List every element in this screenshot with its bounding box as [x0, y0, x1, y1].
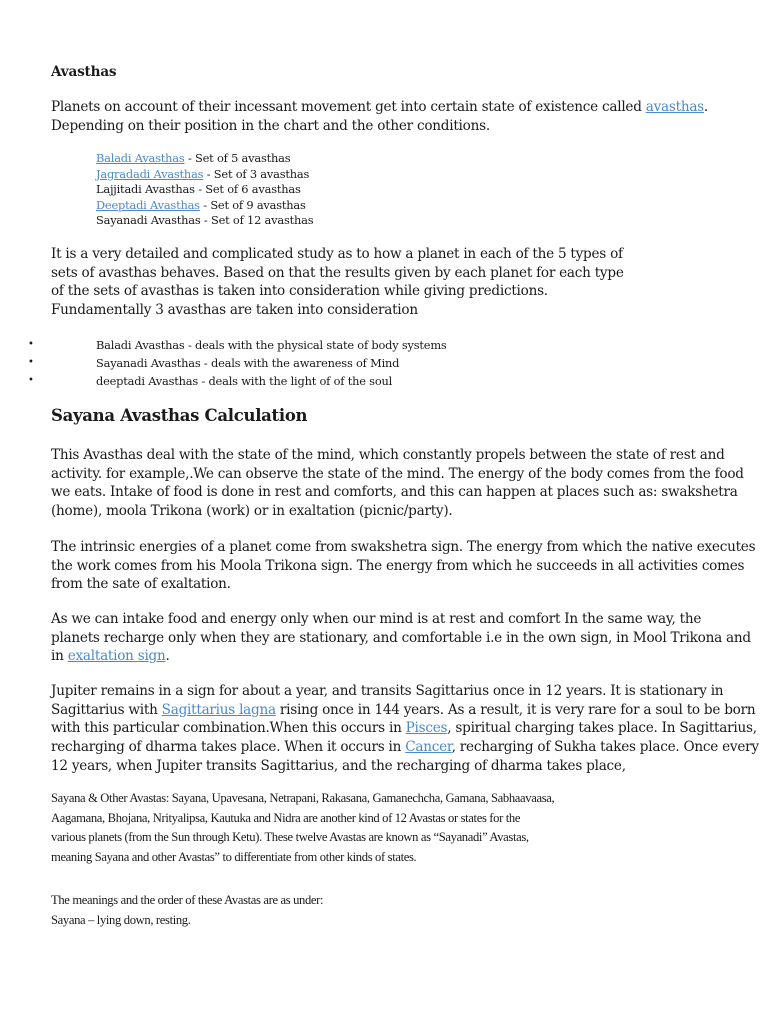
list-item: • Baladi Avasthas - deals with the physical state of body systems: [96, 336, 447, 354]
meanings-paragraph: The meanings and the order of these Avastas are as under: Sayana – lying down, resting.: [51, 893, 324, 927]
recharge-paragraph: As we can intake food and energy only when our mind is at rest and comfort In the same way, the planets recharge only when they are stationary, and comfortable i.e in the own sign, in Mool Trikona and in exaltation sign.: [51, 611, 751, 665]
cancer-link[interactable]: Cancer: [405, 739, 452, 756]
type-item-sayanadi: Sayanadi Avasthas - Set of 12 avasthas: [96, 213, 314, 227]
state-of-mind-paragraph: This Avasthas deal with the state of the mind, which constantly propels between the state of rest and activity. for example,.We can observe the state of the mind. The energy of the body comes from the food we eats. Intake of food is done in rest and comforts, and this can happen at places such as: swakshetra (home), moola Trikona (work) or in exaltation (picnic/party).: [51, 447, 744, 520]
avasthas-link[interactable]: avasthas: [645, 99, 704, 115]
jagradadi-avasthas-link[interactable]: Jagradadi Avasthas: [96, 166, 204, 181]
intro-line-2: Depending on their position in the chart and the other conditions.: [51, 117, 490, 134]
type-item-lajjitadi: Lajjitadi Avasthas - Set of 6 avasthas: [96, 182, 301, 196]
baladi-avasthas-link[interactable]: Baladi Avasthas: [96, 151, 185, 165]
deeptadi-avasthas-link[interactable]: Deeptadi Avasthas: [96, 197, 200, 212]
heading-sayana-avasthas: Sayana Avasthas Calculation: [51, 406, 308, 425]
sayana-other-avastas-paragraph: Sayana & Other Avastas: Sayana, Upavesana, Netrapani, Rakasana, Gamanechcha, Gamana, Sabhaavaasa, Aagamana, Bhojana, Nrityalipsa, Kautuka and Nidra are another kind of 12 Avastas or states for the various planets (from the Sun through Ketu). These twelve Avastas are known as “Sayanadi” Avastas, meaning Sayana and other Avastas” to differentiate from other kinds of states.: [51, 791, 555, 864]
intro-line-1: Planets on account of their incessant movement get into certain state of existence called avasthas.: [51, 99, 708, 115]
jupiter-paragraph: Jupiter remains in a sign for about a year, and transits Sagittarius once in 12 years. It is stationary in Sagittarius with Sagittarius lagna rising once in 144 years. As a result, it is very rare for a soul to be born with this particular combination.When this occurs in Pisces, spiritual charging takes place. In Sagittarius, recharging of dharma takes place. When it occurs in Cancer, recharging of Sukha takes place. Once every 12 years, when Jupiter transits Sagittarius, and the recharging of dharma takes place,: [51, 683, 759, 774]
fundamental-avasthas-list: [28, 336, 447, 391]
type-item-jagradadi: Jagradadi Avasthas - Set of 3 avasthas: [96, 166, 310, 181]
type-item-baladi: Baladi Avasthas - Set of 5 avasthas: [96, 151, 291, 165]
type-item-deeptadi: Deeptadi Avasthas - Set of 9 avasthas: [96, 197, 306, 212]
pisces-link[interactable]: Pisces: [405, 720, 448, 737]
list-item: • Sayanadi Avasthas - deals with the awareness of Mind: [96, 354, 447, 372]
intrinsic-energies-paragraph: The intrinsic energies of a planet come from swakshetra sign. The energy from which the native executes the work comes from his Moola Trikona sign. The energy from which he succeeds in all activities comes from the sate of exaltation.: [51, 539, 756, 593]
exaltation-sign-link[interactable]: exaltation sign: [67, 648, 166, 665]
heading-avasthas: Avasthas: [51, 64, 117, 80]
sagittarius-lagna-link[interactable]: Sagittarius lagna: [161, 701, 276, 718]
intro-paragraph: [51, 98, 708, 135]
bullet-icon: •: [28, 375, 34, 387]
list-item: • deeptadi Avasthas - deals with the light of of the soul: [96, 372, 447, 390]
bullet-icon: •: [28, 357, 34, 369]
bullet-icon: •: [28, 339, 34, 350]
avasthas-study-paragraph: It is a very detailed and complicated study as to how a planet in each of the 5 types of sets of avasthas behaves. Based on that the results given by each planet for each type of the sets of avasthas is taken into consideration while giving predictions. Fundamentally 3 avasthas are taken into consideration: [51, 246, 624, 319]
avastha-types-list: [51, 151, 313, 229]
